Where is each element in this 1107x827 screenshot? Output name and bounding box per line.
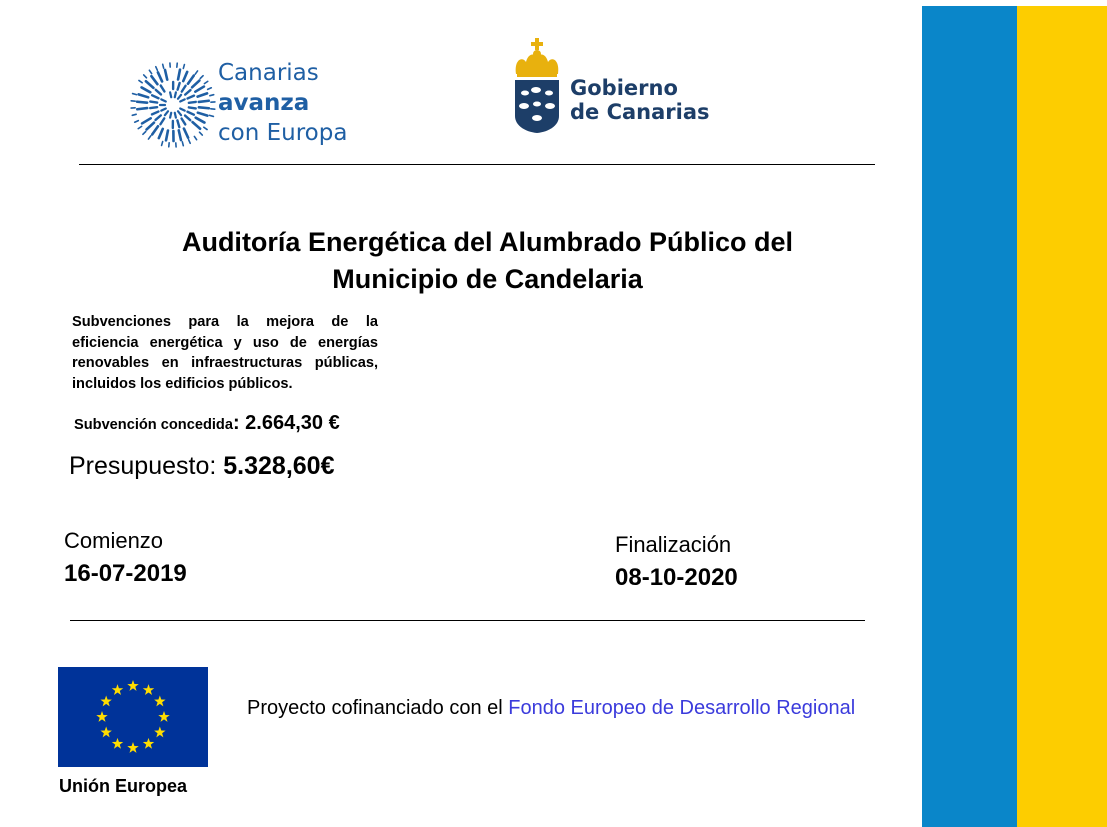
eu-star-icon bbox=[127, 680, 138, 691]
logo-ray-mark bbox=[179, 130, 181, 140]
logo-ray-mark bbox=[198, 93, 207, 96]
logo-ray-mark bbox=[139, 80, 142, 82]
page-title bbox=[80, 224, 895, 298]
logo-ray-mark bbox=[139, 94, 149, 97]
logo-ray-mark bbox=[195, 87, 204, 92]
eu-star-icon bbox=[100, 696, 111, 707]
presupuesto-value: 5.328,60€ bbox=[223, 452, 335, 480]
logo-ray-mark bbox=[148, 136, 150, 139]
canarias-avanza-logo-text bbox=[218, 58, 347, 148]
logo-ray-mark bbox=[210, 95, 214, 96]
logo-ray-mark bbox=[175, 92, 176, 97]
logo-ray-mark bbox=[204, 81, 207, 83]
fondo-europeo-link[interactable]: Fondo Europeo de Desarrollo Regional bbox=[508, 697, 856, 719]
logo-ray-mark bbox=[165, 111, 168, 115]
presupuesto-label: Presupuesto: bbox=[69, 452, 224, 480]
logo-ray-mark bbox=[184, 129, 188, 138]
cofinanciado-text bbox=[247, 697, 855, 720]
eu-star-icon bbox=[158, 711, 169, 722]
logo-ray-mark bbox=[183, 65, 184, 69]
logo-ray-mark bbox=[161, 108, 166, 110]
logo-ray-mark bbox=[194, 136, 196, 139]
logo-ray-mark bbox=[195, 71, 197, 74]
gobierno-line1: Gobierno bbox=[570, 76, 678, 100]
eu-star-icon bbox=[154, 696, 165, 707]
logo-ray-mark bbox=[180, 108, 185, 110]
eu-caption: Unión Europea bbox=[59, 776, 188, 796]
logo-ray-mark bbox=[200, 76, 203, 79]
logo-ray-mark bbox=[182, 86, 186, 92]
logo-ray-mark bbox=[199, 107, 209, 108]
logo-ray-mark bbox=[182, 119, 186, 125]
logo-ray-mark bbox=[185, 116, 190, 121]
subvencion-concedida bbox=[74, 412, 340, 435]
logo-ray-mark bbox=[199, 101, 209, 102]
eu-star-icon bbox=[112, 684, 123, 695]
logo-ray-mark bbox=[138, 126, 141, 128]
logo-ray-mark bbox=[183, 72, 187, 81]
logo-ray-mark bbox=[160, 118, 164, 124]
logo-ray-mark bbox=[132, 114, 136, 115]
logo-ray-mark bbox=[185, 90, 190, 95]
title-line2: Municipio de Candelaria bbox=[332, 264, 643, 294]
logo-ray-mark bbox=[149, 70, 151, 73]
logo-ray-mark bbox=[161, 99, 166, 101]
logo-ray-mark bbox=[133, 94, 137, 95]
eu-star-icon bbox=[112, 738, 123, 749]
logo-ray-mark bbox=[144, 75, 147, 78]
logo-ray-mark bbox=[163, 64, 164, 68]
logo-ray-mark bbox=[196, 118, 205, 123]
logo-ray-mark bbox=[193, 122, 201, 129]
blue-stripe bbox=[922, 6, 1017, 827]
end-date-label: Finalización bbox=[615, 532, 732, 557]
logo-ray-mark bbox=[158, 72, 162, 81]
logo-ray-mark bbox=[208, 88, 212, 90]
logo-ray-mark bbox=[178, 83, 180, 90]
logo-ray-mark bbox=[162, 142, 163, 146]
logo-ray-mark bbox=[152, 95, 158, 98]
logo-ray-mark bbox=[182, 142, 183, 146]
logo-ray-mark bbox=[156, 90, 161, 95]
logo-ray-mark bbox=[152, 126, 158, 134]
logo-ray-mark bbox=[137, 108, 147, 109]
canarias-avanza-line2: avanza bbox=[218, 90, 310, 116]
cofinanciado-label: Proyecto cofinanciado con el bbox=[247, 697, 509, 719]
logo-ray-mark bbox=[146, 81, 154, 88]
presupuesto bbox=[69, 452, 334, 481]
logo-ray-mark bbox=[159, 129, 163, 138]
logo-ray-mark bbox=[189, 140, 191, 144]
logo-ray-mark bbox=[156, 115, 161, 120]
canarias-avanza-line1: Canarias bbox=[218, 60, 319, 86]
start-date-value: 16-07-2019 bbox=[64, 560, 187, 587]
logo-ray-mark bbox=[189, 102, 196, 103]
logo-ray-mark bbox=[210, 115, 214, 116]
subvencion-concedida-label: Subvención concedida bbox=[74, 417, 233, 433]
logo-ray-mark bbox=[170, 92, 171, 97]
logo-ray-mark bbox=[189, 107, 196, 108]
logo-ray-mark bbox=[178, 95, 181, 99]
logo-ray-mark bbox=[142, 87, 151, 92]
logo-ray-mark bbox=[188, 96, 194, 99]
canarias-avanza-line3: con Europa bbox=[218, 120, 348, 146]
gobierno-line2: de Canarias bbox=[570, 100, 710, 124]
gobierno-canarias-logo-text bbox=[570, 76, 710, 124]
top-divider bbox=[79, 164, 875, 165]
subvencion-description: Subvenciones para la mejora de la eficiencia energética y uso de energías renovables en infraestructuras públicas, incluidos los edificios públicos. bbox=[72, 314, 378, 392]
logo-ray-mark bbox=[175, 113, 176, 118]
eu-star-icon bbox=[143, 738, 154, 749]
logo-ray-mark bbox=[152, 112, 158, 115]
logo-ray-mark bbox=[135, 121, 139, 123]
logo-ray-mark bbox=[180, 99, 185, 101]
logo-ray-mark bbox=[156, 67, 158, 71]
eu-star-icon bbox=[100, 727, 111, 738]
eu-star-icon bbox=[96, 711, 107, 722]
logo-ray-mark bbox=[147, 123, 154, 130]
logo-ray-mark bbox=[166, 131, 168, 141]
logo-ray-mark bbox=[165, 70, 167, 80]
logo-ray-mark bbox=[161, 86, 165, 92]
subvencion-concedida-value: : 2.664,30 € bbox=[232, 412, 340, 434]
gobierno-canarias-emblem-icon bbox=[512, 38, 562, 133]
logo-ray-mark bbox=[192, 81, 199, 88]
logo-ray-mark bbox=[143, 132, 146, 135]
logo-ray-mark bbox=[177, 120, 179, 127]
eu-flag-icon bbox=[58, 667, 208, 767]
logo-ray-mark bbox=[150, 102, 157, 103]
title-line1: Auditoría Energética del Alumbrado Público del bbox=[181, 227, 794, 257]
logo-ray-mark bbox=[188, 112, 194, 115]
logo-ray-mark bbox=[150, 107, 157, 108]
yellow-stripe bbox=[1017, 6, 1107, 827]
eu-star-icon bbox=[143, 684, 154, 695]
logo-ray-mark bbox=[188, 76, 194, 84]
bottom-divider bbox=[70, 620, 865, 621]
end-date-value: 08-10-2020 bbox=[615, 564, 738, 591]
eu-star-icon bbox=[154, 727, 165, 738]
start-date-label: Comienzo bbox=[64, 528, 164, 553]
eu-star-icon bbox=[127, 742, 138, 753]
logo-ray-mark bbox=[151, 76, 157, 84]
logo-ray-mark bbox=[170, 113, 171, 118]
logo-ray-mark bbox=[178, 70, 180, 80]
logo-ray-mark bbox=[178, 111, 181, 115]
logo-ray-mark bbox=[198, 113, 208, 116]
logo-ray-mark bbox=[137, 102, 147, 103]
logo-ray-mark bbox=[204, 127, 207, 129]
logo-ray-mark bbox=[200, 132, 203, 135]
logo-ray-mark bbox=[142, 118, 151, 123]
